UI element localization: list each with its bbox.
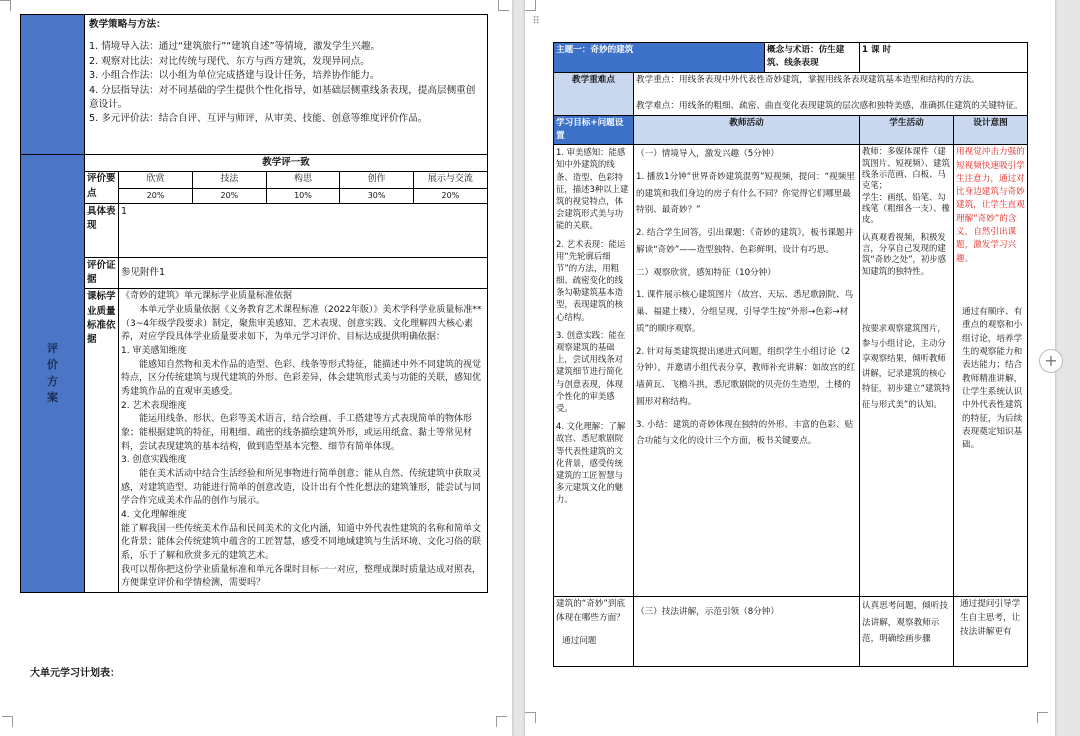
goal-item: 3. 创意实践：能在观察建筑的基础上，尝试用线条对建筑细节进行简化与创意表现，体现个性化的审美感受。 xyxy=(556,329,626,413)
strategy-item: 3. 小组合作法：以小组为单位完成搭建与设计任务，培养协作能力。 xyxy=(89,70,380,82)
student-cell xyxy=(860,145,954,597)
document-page-right xyxy=(525,0,1055,736)
eval-weight: 20% xyxy=(193,188,267,203)
intent-item: 通过有顺序、有重点的观察和小组讨论，培养学生的观察能力和表达能力；结合教师精准讲解，让学生系统认识中外代表性建筑的特征，为后续表现奠定知识基础。 xyxy=(962,307,1023,451)
strategy-item: 5. 多元评价法：结合自评、互评与师评，从审美、技能、创意等维度评价作品。 xyxy=(89,113,428,125)
corner-mark xyxy=(498,0,509,11)
question-cell xyxy=(554,597,634,667)
corner-mark xyxy=(525,0,536,11)
goal-item: 2. 艺术表现：能运用“先轮廓后细节”的方法，用粗细、疏密变化的线条勾勒建筑基本造型，表现建筑的核心结构。 xyxy=(556,238,626,322)
concept-title: 概念与术语：仿生建筑、线条表现 xyxy=(767,45,845,69)
eval-weight: 30% xyxy=(340,188,414,203)
theme-inner xyxy=(554,43,859,72)
goals-cell xyxy=(554,145,634,597)
drag-handle-icon[interactable]: ⠿ xyxy=(532,16,540,27)
strategy-cell xyxy=(85,15,488,155)
corner-mark xyxy=(525,712,536,723)
goal-item: 4. 文化理解：了解故宫、悉尼歌剧院等代表性建筑的文化背景，感受传统建筑的工匠智慧与多元建筑文化的魅力。 xyxy=(556,421,626,505)
goal-item: 1. 审美感知：能感知中外建筑的线条、造型、色彩特征，描述3种以上建筑的视觉特点，体会建筑形式美与功能的关联。 xyxy=(556,147,629,231)
evidence-label: 评价证据 xyxy=(85,257,119,289)
consistency-title: 教学评一致 xyxy=(85,155,488,172)
key-points-text: 教学重点：用线条表现中外代表性奇妙建筑，掌握用线条表现建筑基本造型和结构的方法。 教学难点：用线条的粗细、疏密、曲直变化表现建筑的层次感和独特美感，准确抓住建筑的关键特征。 xyxy=(634,72,1028,115)
corner-mark xyxy=(1037,712,1048,723)
eval-header: 构思 xyxy=(266,172,340,188)
intent-item: 用视觉冲击力强的短视频快速吸引学生注意力，通过对比身边建筑与奇妙建筑，让学生直观理解“奇妙”的含义，自然引出课题，激发学习兴趣。 xyxy=(956,147,1025,264)
teacher-item: （三）技法讲解，示范引领（8分钟） xyxy=(636,607,779,618)
theme-title: 主题一：奇妙的建筑 xyxy=(554,43,765,72)
detail-label: 具体表现 xyxy=(85,203,119,257)
evaluation-side-label: 评 价 方 案 xyxy=(21,155,85,593)
teacher-item: 1. 播放1分钟“世界奇妙建筑混剪”短视频，提问：“视频里的建筑和我们身边的房子有什么不同？你觉得它们哪里最特别、最奇妙？” xyxy=(636,171,855,216)
corner-mark xyxy=(0,0,11,11)
student-cell-2 xyxy=(860,597,954,667)
student-item: 认真观看视频，积极发言，分享自己发现的建筑“奇妙之处”，初步感知建筑的独特性。 xyxy=(862,231,947,276)
corner-mark xyxy=(2,716,13,727)
question-text: 建筑的“奇妙”到底体现在哪些方面？ xyxy=(556,599,626,623)
eval-header: 欣赏 xyxy=(119,172,193,188)
eval-weight: 20% xyxy=(413,188,487,203)
teacher-item: （一）情境导入，激发兴趣（5分钟） xyxy=(636,149,779,160)
teacher-cell xyxy=(634,145,860,597)
eval-points-cell xyxy=(119,172,488,204)
blue-side-cell xyxy=(21,15,85,155)
strategy-item: 4. 分层指导法：对不同基础的学生提供个性化指导，如基础层侧重线条表现，提高层侧重创意设计。 xyxy=(89,84,476,110)
eval-header: 技法 xyxy=(193,172,267,188)
student-item: 教师：多媒体课件（建筑图片、短视频）、建筑线条示范画、白板、马克笔； 学生：画纸、铅笔、勾线笔（粗细各一支）、橡皮。 xyxy=(862,146,950,225)
add-button[interactable]: + xyxy=(1039,349,1063,373)
eval-header: 创作 xyxy=(340,172,414,188)
teacher-item: 2. 针对每类建筑提出递进式问题，组织学生小组讨论（2分钟），并邀请小组代表分享，教师补充讲解：如故宫的红墙黄瓦、飞檐斗拱，悉尼歌剧院的贝壳仿生造型，土楼的圆形对称结构。 xyxy=(636,346,856,407)
student-item: 按要求观察建筑图片，参与小组讨论，主动分享观察结果，倾听教师讲解，记录建筑的核心特征，初步建立“建筑特征与形式美”的认知。 xyxy=(862,322,951,409)
standard-label: 课标学业质量标准依据 xyxy=(85,289,119,593)
eval-points-label: 评价要点 xyxy=(85,172,119,204)
student-item: 认真思考问题，倾听技法讲解，观察教师示范，明确绘画步骤 xyxy=(862,601,948,644)
key-points-label: 教学重难点 xyxy=(554,72,634,115)
eval-weights-table xyxy=(119,172,487,203)
eval-weight: 20% xyxy=(119,188,193,203)
teacher-item: 2. 结合学生回答，引出课题：《奇妙的建筑》，板书课题并解读“奇妙”——造型独特、色彩鲜明、设计有巧思。 xyxy=(636,228,854,255)
col-header-student: 学生活动 xyxy=(860,115,954,145)
intent-cell-2 xyxy=(954,597,1028,667)
teacher-item: 1. 课件展示核心建筑图片（故宫、天坛、悉尼歌剧院、鸟巢、福建土楼），分组呈现，引导学生按“外形→色彩→材质”的顺序观察。 xyxy=(636,290,854,334)
intent-cell xyxy=(954,145,1028,597)
teacher-cell-2 xyxy=(634,597,860,667)
col-header-goals: 学习目标+问题设置 xyxy=(554,115,634,145)
eval-header: 展示与交流 xyxy=(413,172,487,188)
evidence-value: 参见附件1 xyxy=(119,257,488,289)
lesson-plan-table xyxy=(553,42,1028,667)
class-hours: 1 课 时 xyxy=(860,43,1028,73)
strategy-title: 教学策略与方法： xyxy=(89,19,166,30)
col-header-teacher: 教师活动 xyxy=(634,115,860,145)
evaluation-table xyxy=(20,14,488,593)
question-label: 通过问题 xyxy=(562,635,597,646)
eval-weight: 10% xyxy=(266,188,340,203)
col-header-intent: 设计意图 xyxy=(954,115,1028,145)
intent-item: 通过提问引导学生自主思考，让技法讲解更有 xyxy=(960,599,1021,637)
detail-value: 1 xyxy=(119,203,488,257)
strategy-item: 1. 情境导入法：通过“建筑旅行”“建筑自述”等情境，激发学生兴趣。 xyxy=(89,41,381,53)
theme-row xyxy=(554,43,860,73)
teacher-item: 二）观察欣赏，感知特征（10分钟） xyxy=(636,267,776,278)
document-page-left xyxy=(0,0,512,736)
corner-mark xyxy=(496,716,507,727)
standard-text: 《奇妙的建筑》单元课标学业质量标准依据 本单元学业质量依据《义务教育艺术课程标准（2022年版）》美术学科学业质量标准**（3~4年级学段要求）制定，聚焦审美感知、艺术表现、创意实践、文化理解四大核心素养，对应学段具体学业质量要求如下，为单元学习评价、目标达成提供明确依据： 1. 审美感知维度 能感知自然物和美术作品的造型、色彩、线条等形式特征，能描述中外不同建筑的视觉特点，区分传统建筑与现代建筑的外形、色彩差异，体会建筑形式美与功能的关联，感知优秀建筑作品的直观审美感受。 2. 艺术表现维度 能运用线条、形状、色彩等美术语言，结合绘画、手工搭建等方式表现简单的物体形象；能根据建筑的特征，用粗细、疏密的线条描绘建筑外形，或运用纸盒、黏土等常见材料，尝试表现建筑的基本结构，做到造型基本完整、细节有简单体现。 3. 创意实践维度 能在美术活动中结合生活经验和所见事物进行简单创意；能从自然、传统建筑中获取灵感，对建筑造型、功能进行简单的创意改造，设计出有个性化想法的建筑雏形，能尝试与同学合作完成美术作品的创作与展示。 4. 文化理解维度 能了解我国一些传统美术作品和民间美术的文化内涵，知道中外代表性建筑的名称和简单文化背景；能体会传统建筑中蕴含的工匠智慧，感受不同地域建筑与生活环境、文化习俗的联系，乐于了解和欣赏多元的建筑艺术。 我可以帮你把这份学业质量标准和单元各课时目标一一对应，整理成课时质量达成对照表，方便课堂评价和学情检测，需要吗？ xyxy=(119,289,488,593)
plan-title: 大单元学习计划表： xyxy=(30,668,120,679)
teacher-item: 3. 小结：建筑的奇妙体现在独特的外形、丰富的色彩、贴合功能与文化的设计三个方面，板书关键要点。 xyxy=(636,419,854,447)
strategy-item: 2. 观察对比法：对比传统与现代、东方与西方建筑，发现异同点。 xyxy=(89,55,370,67)
